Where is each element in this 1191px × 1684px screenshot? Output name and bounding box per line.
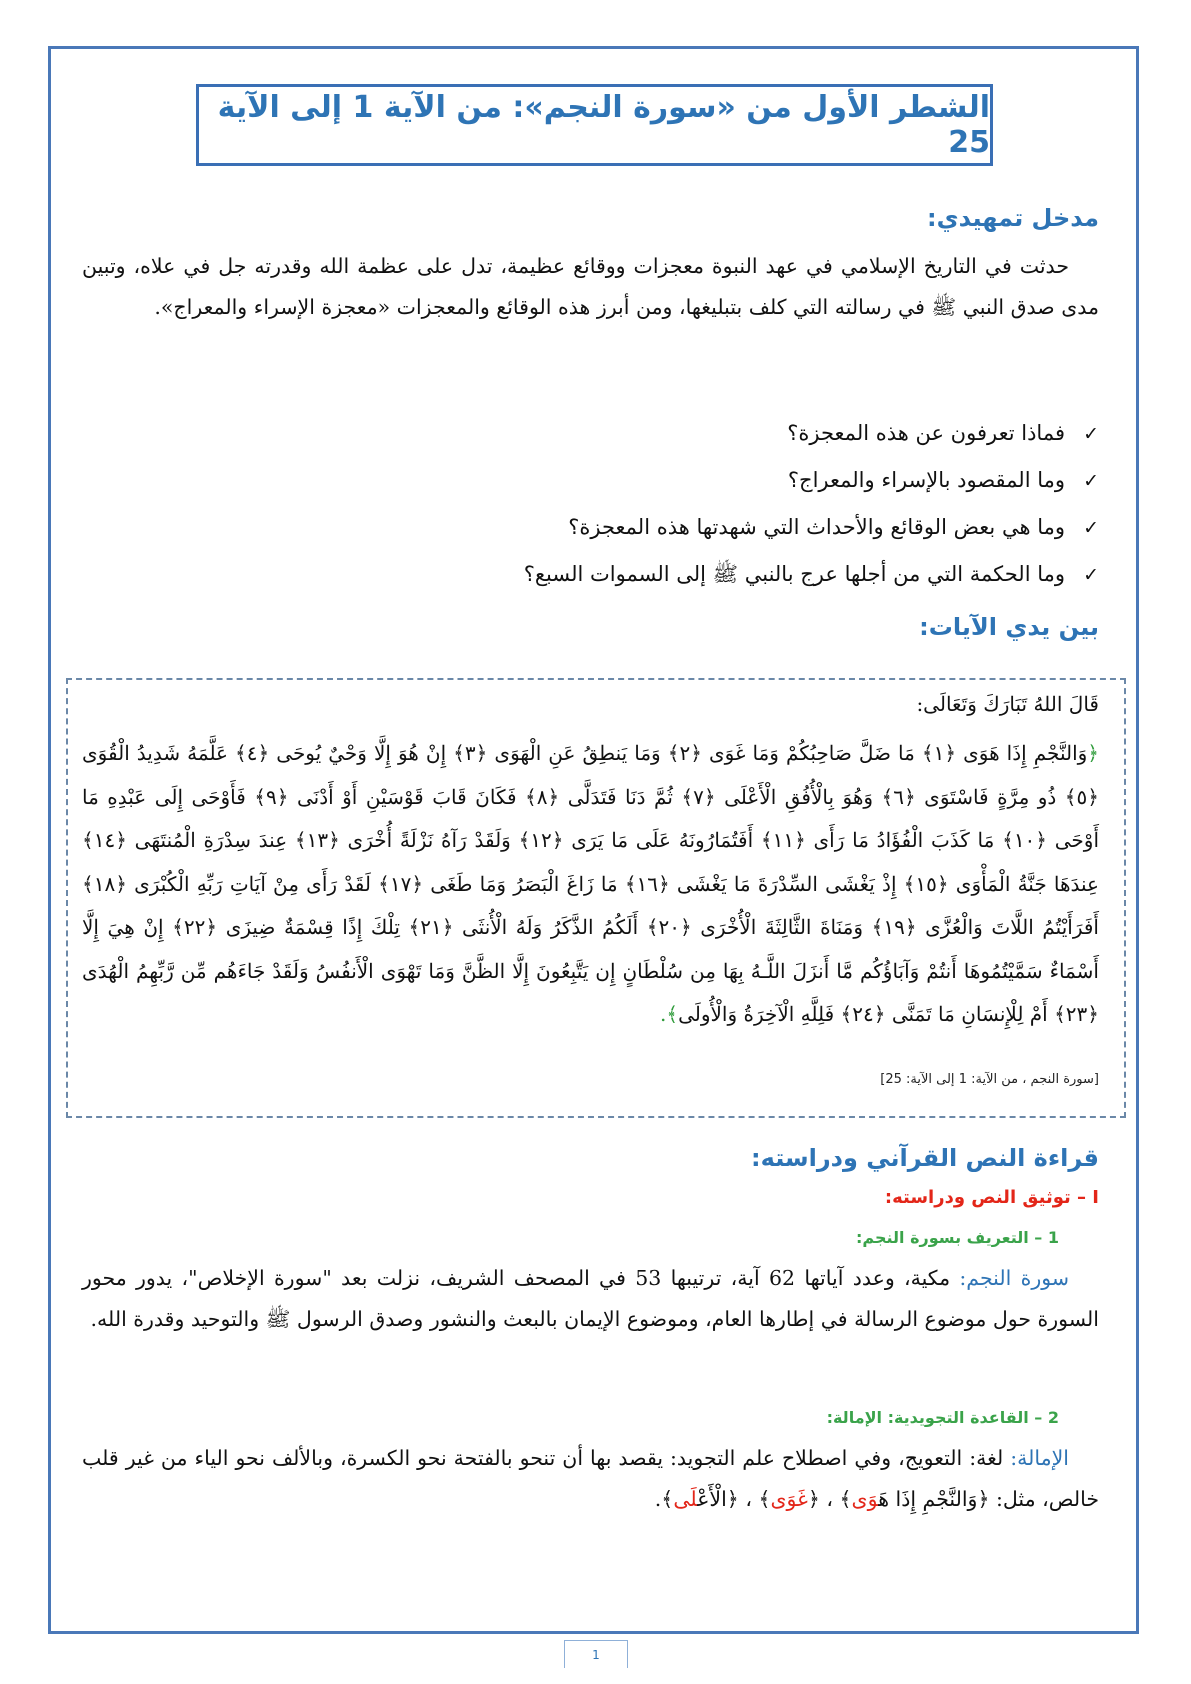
list-item — [524, 459, 1099, 506]
sub-1-heading: 1 – التعريف بسورة النجم: — [856, 1228, 1059, 1247]
verses-body: وَالنَّجْمِ إِذَا هَوَى ﴿١﴾ مَا ضَلَّ صَاحِبُكُمْ وَمَا غَوَى ﴿٢﴾ وَمَا يَنطِقُ عَنِ الْهَوَى ﴿٣﴾ إِنْ هُوَ إِلَّا وَحْيٌ يُوحَى ﴿٤﴾ عَلَّمَهُ شَدِيدُ الْقُوَى ﴿٥﴾ ذُو مِرَّةٍ فَاسْتَوَى ﴿٦﴾ وَهُوَ بِالْأُفُقِ الْأَعْلَى ﴿٧﴾ ثُمَّ دَنَا فَتَدَلَّى ﴿٨﴾ فَكَانَ قَابَ قَوْسَيْنِ أَوْ أَدْنَى ﴿٩﴾ فَأَوْحَى إِلَى عَبْدِهِ مَا أَوْحَى ﴿١٠﴾ مَا كَذَبَ الْفُؤَادُ مَا رَأَى ﴿١١﴾ أَفَتُمَارُونَهُ عَلَى مَا يَرَى ﴿١٢﴾ وَلَقَدْ رَآهُ نَزْلَةً أُخْرَى ﴿١٣﴾ عِندَ سِدْرَةِ الْمُنتَهَى ﴿١٤﴾ عِندَهَا جَنَّةُ الْمَأْوَى ﴿١٥﴾ إِذْ يَغْشَى السِّدْرَةَ مَا يَغْشَى ﴿١٦﴾ مَا زَاغَ الْبَصَرُ وَمَا طَغَى ﴿١٧﴾ لَقَدْ رَأَى مِنْ آيَاتِ رَبِّهِ الْكُبْرَى ﴿١٨﴾ أَفَرَأَيْتُمُ اللَّاتَ وَالْعُزَّى ﴿١٩﴾ وَمَنَاةَ الثَّالِثَةَ الْأُخْرَى ﴿٢٠﴾ أَلَكُمُ الذَّكَرُ وَلَهُ الْأُنثَى ﴿٢١﴾ تِلْكَ إِذًا قِسْمَةٌ ضِيزَى ﴿٢٢﴾ إِنْ هِيَ إِلَّا أَسْمَاءٌ سَمَّيْتُمُوهَا أَنتُمْ وَآبَاؤُكُم مَّا أَنزَلَ اللَّـهُ بِهَا مِن سُلْطَانٍ إِن يَتَّبِعُونَ إِلَّا الظَّنَّ وَمَا تَهْوَى الْأَنفُسُ وَلَقَدْ جَاءَهُم مِّن رَّبِّهِمُ الْهُدَى ﴿٢٣﴾ أَمْ لِلْإِنسَانِ مَا تَمَنَّى ﴿٢٤﴾ فَلِلَّهِ الْآخِرَةُ وَالْأُولَى — [82, 741, 1099, 1026]
sub-2-paragraph — [82, 1438, 1099, 1520]
intro-heading: مدخل تمهيدي: — [927, 204, 1099, 232]
example-1-highlight: وَى — [851, 1487, 879, 1511]
separator: ، — [819, 1487, 840, 1511]
sub-2-term: الإمالة: — [1010, 1446, 1069, 1470]
question-text: وما الحكمة التي من أجلها عرج بالنبي ﷺ إلى السموات السبع؟ — [523, 562, 1065, 586]
list-item — [524, 506, 1099, 553]
example-1-suffix: ﴾ — [839, 1487, 852, 1511]
list-item — [524, 412, 1099, 459]
sub-1-paragraph — [82, 1258, 1099, 1340]
example-3-prefix: ﴿الْأَعْ — [697, 1487, 739, 1511]
intro-paragraph — [82, 246, 1099, 328]
end-punctuation: . — [654, 1487, 662, 1511]
example-3 — [661, 1487, 739, 1511]
page-title: الشطر الأول من «سورة النجم»: من الآية 1 إلى الآية 25 — [217, 90, 990, 160]
separator: ، — [738, 1487, 759, 1511]
sub-1-term: سورة النجم: — [959, 1266, 1069, 1290]
page-number: 1 — [564, 1640, 628, 1668]
check-icon: ✓ — [1083, 564, 1099, 586]
question-text: وما هي بعض الوقائع والأحداث التي شهدتها هذه المعجزة؟ — [568, 515, 1065, 539]
example-1 — [840, 1487, 990, 1511]
example-1-prefix: ﴿وَالنَّجْمِ إِذَا هَ — [878, 1487, 990, 1511]
questions-list — [524, 412, 1099, 600]
close-bracket: ﴾. — [660, 1002, 679, 1026]
open-bracket: ﴿ — [1087, 741, 1100, 765]
question-text: فماذا تعرفون عن هذه المعجزة؟ — [787, 421, 1065, 445]
sub-2-text: لغة: التعويج، وفي اصطلاح علم التجويد: يقصد بها أن تنحو بالفتحة نحو الكسرة، وبالألف نحو الياء من غير قلب خالص، مثل: — [82, 1446, 1099, 1511]
verses-reference: [سورة النجم ، من الآية: 1 إلى الآية: 25] — [880, 1072, 1099, 1087]
section-1-heading: I – توثيق النص ودراسته: — [884, 1187, 1099, 1208]
check-icon: ✓ — [1083, 517, 1099, 539]
check-icon: ✓ — [1083, 470, 1099, 492]
example-2-suffix: ﴾ — [758, 1487, 771, 1511]
intro-paragraph-text: حدثت في التاريخ الإسلامي في عهد النبوة معجزات ووقائع عظيمة، تدل على عظمة الله وقدرته جل في علاه، وتبين مدى صدق النبي ﷺ في رسالته التي كلف بتبليغها، ومن أبرز هذه الوقائع والمعجزات «معجزة الإسراء والمعراج». — [82, 254, 1099, 319]
study-heading: قراءة النص القرآني ودراسته: — [751, 1144, 1099, 1172]
example-3-suffix: ﴾ — [661, 1487, 674, 1511]
verses-heading: بين يدي الآيات: — [919, 613, 1099, 641]
example-2 — [758, 1487, 819, 1511]
sub-2-heading: 2 – القاعدة التجويدية: الإمالة: — [826, 1408, 1059, 1427]
example-2-prefix: ﴿ — [807, 1487, 820, 1511]
list-item — [524, 553, 1099, 600]
page-title-box — [196, 84, 993, 166]
verses-text — [82, 732, 1099, 1037]
example-2-highlight: غَوَى — [770, 1487, 808, 1511]
verses-intro: قَالَ اللهُ تَبَارَكَ وَتَعَالَى: — [916, 692, 1099, 716]
example-3-highlight: لَى — [673, 1487, 698, 1511]
check-icon: ✓ — [1083, 423, 1099, 445]
question-text: وما المقصود بالإسراء والمعراج؟ — [787, 468, 1065, 492]
sub-1-text: مكية، وعدد آياتها 62 آية، ترتيبها 53 في المصحف الشريف، نزلت بعد "سورة الإخلاص"، يدور محور السورة حول موضوع الرسالة في إطارها العام، وموضوع الإيمان بالبعث والنشور وصدق الرسول ﷺ والتوحيد وقدرة الله. — [82, 1266, 1099, 1331]
